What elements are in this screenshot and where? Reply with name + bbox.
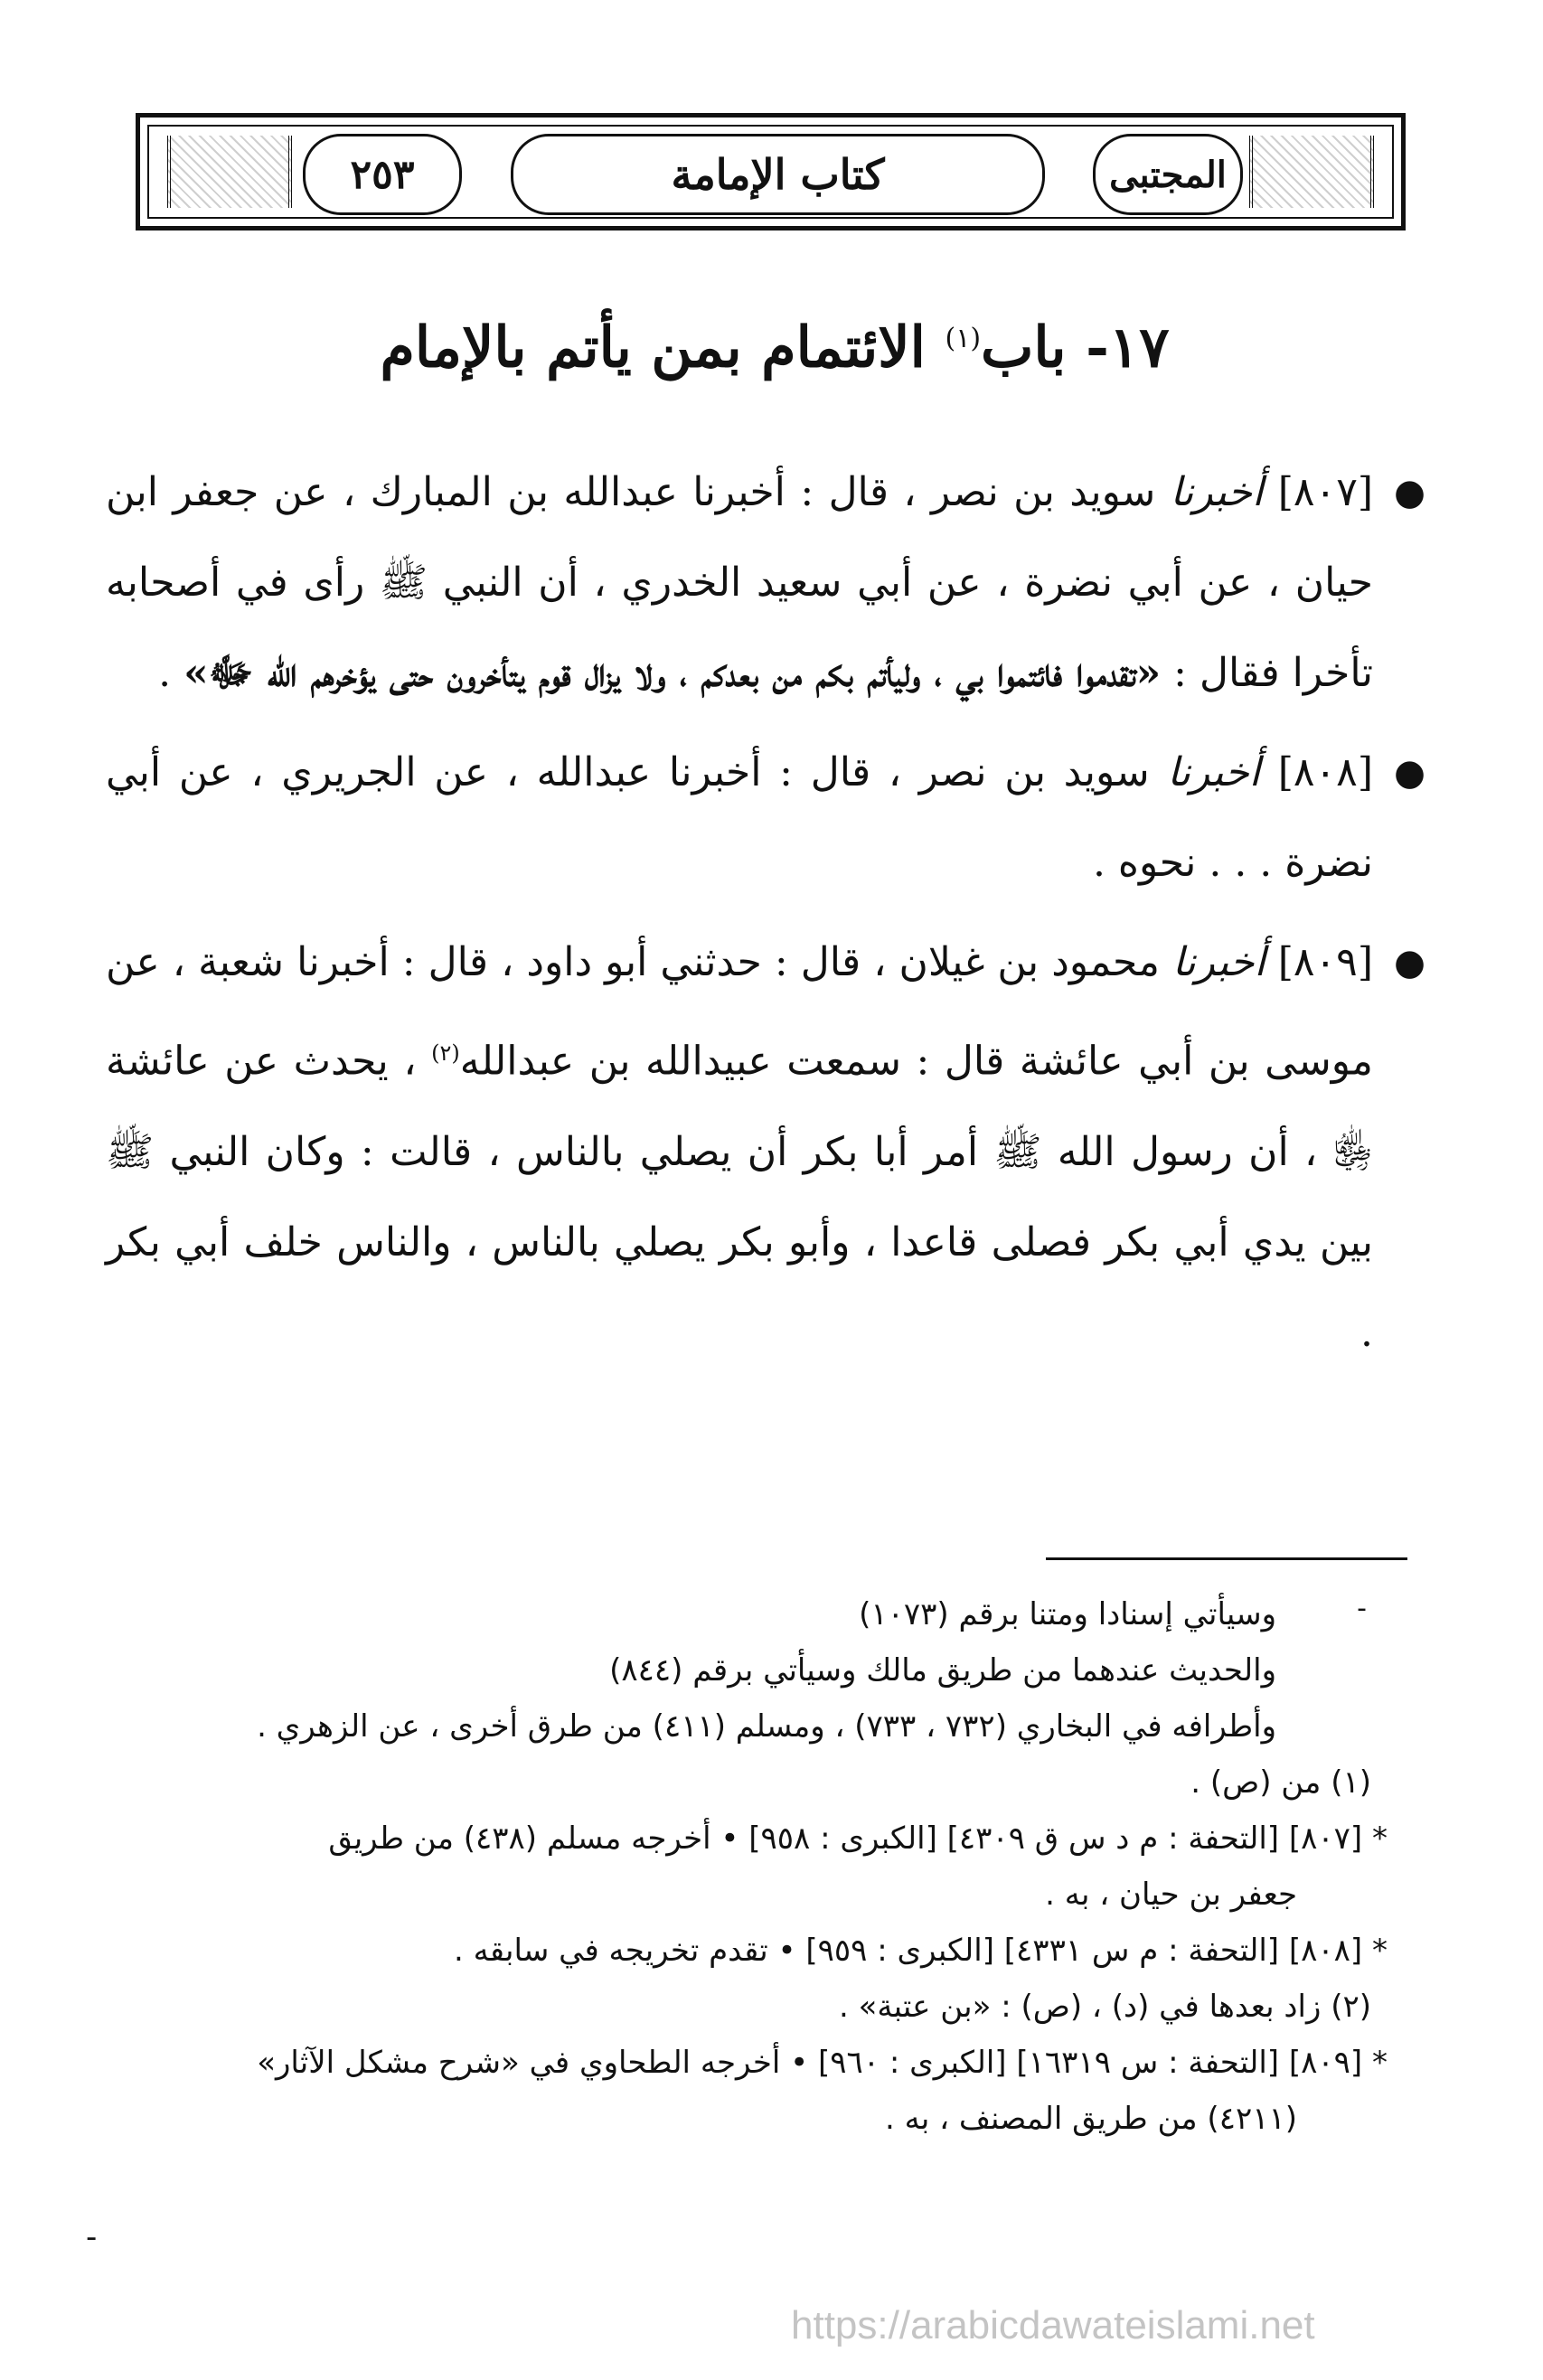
bullet-icon: ● [1394, 472, 1425, 513]
footnote-line: وأطرافه في البخاري (٧٣٢ ، ٧٣٣) ، ومسلم (٤١١) من طرق أخرى ، عن الزهري . [257, 1708, 1276, 1745]
chapter-title: الائتمام بمن يأتم بالإمام [380, 314, 926, 381]
hadith-number: [٨٠٩] [1277, 939, 1373, 985]
book-logo: المجتبى [1093, 134, 1243, 215]
watermark-url: https://arabicdawateislami.net [791, 2303, 1315, 2347]
chapter-bab-word: باب [981, 314, 1067, 381]
hadith-lead-word: أخبرنا [1170, 469, 1264, 515]
takhrij-continuation: (٤٢١١) من طريق المصنف ، به . [884, 2101, 1297, 2137]
hadith-text-end: ، يحدث عن عائشة ﵂ ، أن رسول الله ﷺ أمر أبا بكر أن يصلي بالناس ، قالت : وكان النبي ﷺ بين يدي أبي بكر فصلى قاعدا ، وأبو بكر يصلي بالناس ، والناس خلف أبي بكر . [106, 1038, 1373, 1356]
footnote-separator [1046, 1557, 1407, 1560]
takhrij-continuation: جعفر بن حيان ، به . [1045, 1877, 1297, 1913]
hadith-prophetic-text: «تقدموا فائتموا بي ، وليأتم بكم من بعدكم ، ولا يزال قوم يتأخرون حتى يؤخرهم الله ﷻ» [183, 650, 1162, 696]
footnote-line: وسيأتي إسنادا ومتنا برقم (١٠٧٣) [859, 1596, 1276, 1632]
header-ornament-left [167, 136, 292, 208]
footnote-dash: - [1357, 1593, 1367, 1624]
chapter-number: ١٧- [1086, 314, 1170, 381]
footnote-1: (١) من (ص) . [1190, 1764, 1371, 1801]
hadith-footnote-ref: (٢) [431, 1040, 460, 1066]
takhrij-text: * [٨٠٩] [التحفة : س ١٦٣١٩] [الكبرى : ٩٦٠] • أخرجه الطحاوي في «شرح مشكل الآثار» [257, 2045, 1388, 2081]
bullet-icon: ● [1394, 752, 1425, 794]
footnote-2: (٢) زاد بعدها في (د) ، (ص) : «بن عتبة» . [839, 1989, 1371, 2025]
hadith-body [106, 447, 1425, 1388]
hadith-809 [106, 917, 1425, 1378]
chapter-heading [278, 298, 1272, 389]
page-number: ٢٥٣ [303, 134, 462, 215]
bullet-icon: ● [1394, 942, 1425, 983]
margin-dash: - [86, 2219, 98, 2255]
footnote-line: والحديث عندهما من طريق مالك وسيأتي برقم (٨٤٤) [609, 1652, 1276, 1689]
takhrij-809 [106, 2035, 1425, 2147]
footnotes [106, 1586, 1425, 2147]
running-title: كتاب الإمامة [511, 134, 1045, 215]
hadith-text: محمود بن غيلان ، قال : حدثني أبو داود ، قال : أخبرنا شعبة ، عن موسى بن أبي عائشة قال : سمعت عبيدالله بن عبدالله [106, 939, 1373, 1085]
hadith-807 [106, 447, 1425, 719]
hadith-808 [106, 728, 1425, 908]
takhrij-text: * [٨٠٨] [التحفة : م س ٤٣٣١] [الكبرى : ٩٥٩] • تقدم تخريجه في سابقه . [453, 1933, 1388, 1969]
header-ornament-right [1249, 136, 1374, 208]
hadith-text: سويد بن نصر ، قال : أخبرنا عبدالله ، عن الجريري ، عن أبي نضرة . . . نحوه . [106, 749, 1373, 886]
hadith-number: [٨٠٨] [1277, 749, 1373, 795]
takhrij-808 [106, 1923, 1425, 1979]
hadith-number: [٨٠٧] [1277, 469, 1373, 515]
hadith-text: سويد بن نصر ، قال : أخبرنا عبدالله بن المبارك ، عن جعفر ابن حيان ، عن أبي نضرة ، عن أبي سعيد الخدري ، أن النبي ﷺ رأى في أصحابه تأخرا فقال : [106, 469, 1373, 696]
takhrij-text: * [٨٠٧] [التحفة : م د س ق ٤٣٠٩] [الكبرى : ٩٥٨] • أخرجه مسلم (٤٣٨) من طريق [328, 1820, 1388, 1857]
hadith-lead-word: أخبرنا [1167, 749, 1260, 795]
chapter-footnote-ref: (١) [945, 323, 982, 354]
hadith-lead-word: أخبرنا [1172, 939, 1265, 985]
hadith-text-end: . [158, 650, 172, 696]
takhrij-807 [106, 1811, 1425, 1923]
page-header-frame [136, 113, 1406, 230]
